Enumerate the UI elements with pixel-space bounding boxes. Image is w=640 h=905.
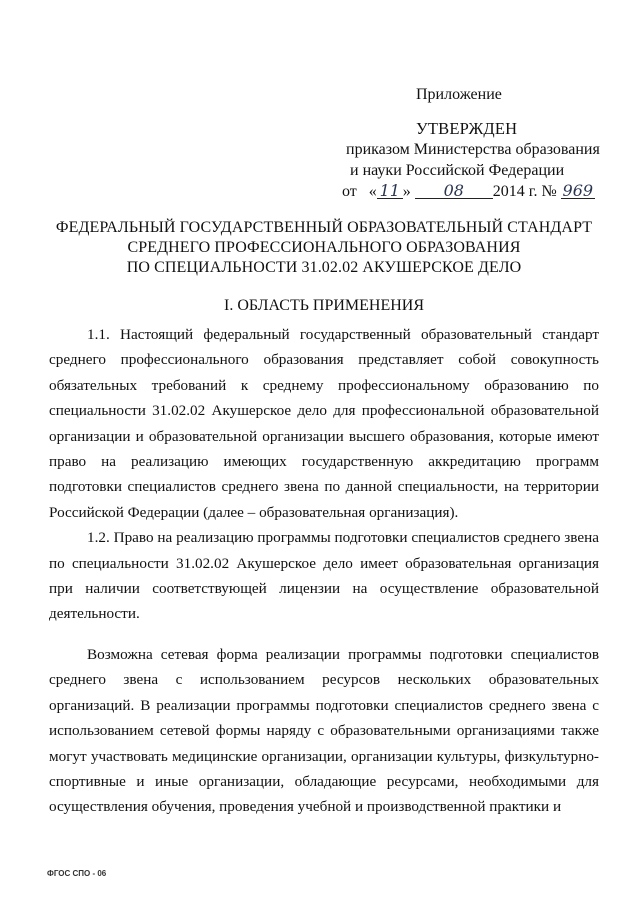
approved-label: УТВЕРЖДЕН [416, 119, 518, 138]
order-day: 11 [377, 183, 403, 199]
order-month: 08 [415, 183, 493, 199]
order-line-2: и науки Российской Федерации [350, 162, 565, 179]
paragraph-1-2: 1.2. Право на реализацию программы подготовки специалистов среднего звена по специальности 31.02.02 Акушерское дело имеет образовательная организация при наличии соответствующей лицензии на осуществление образовательной деятельности. [49, 529, 599, 623]
appendix-label: Приложение [416, 86, 502, 103]
order-line-1: приказом Министерства образования [346, 141, 600, 158]
paragraph-network-form: Возможна сетевая форма реализации программы подготовки специалистов среднего звена с использованием ресурсов нескольких образовательных организаций. В реализации программы подготовки специалистов среднего звена с использованием сетевой формы наряду с образовательными организациями также могут участвовать медицинские организации, организации культуры, физкультурно-спортивные и иные организации, обладающие ресурсами, необходимыми для осуществления обучения, проведения учебной и производственной практики и [49, 645, 599, 816]
quote-open: « [368, 183, 377, 200]
standard-title [40, 218, 608, 278]
approval-block [342, 118, 622, 202]
body-text [49, 322, 599, 820]
date-prefix: от [342, 183, 357, 200]
standard-title-line-2: СРЕДНЕГО ПРОФЕССИОНАЛЬНОГО ОБРАЗОВАНИЯ [127, 239, 521, 256]
standard-title-line-1: ФЕДЕРАЛЬНЫЙ ГОСУДАРСТВЕННЫЙ ОБРАЗОВАТЕЛЬНЫЙ СТАНДАРТ [55, 219, 593, 236]
quote-close: » [402, 183, 411, 200]
order-year-text: 2014 г. № [492, 183, 557, 200]
footer-code: ФГОС СПО - 06 [47, 869, 107, 878]
standard-title-line-3: ПО СПЕЦИАЛЬНОСТИ 31.02.02 АКУШЕРСКОЕ ДЕЛО [126, 259, 522, 276]
order-number: 969 [562, 181, 594, 200]
section-heading: I. ОБЛАСТЬ ПРИМЕНЕНИЯ [223, 297, 425, 314]
order-date-line [342, 181, 622, 202]
paragraph-1-1: 1.1. Настоящий федеральный государственный образовательный стандарт среднего профессионального образования представляет собой совокупность обязательных требований к среднему профессиональному образованию по специальности 31.02.02 Акушерское дело для профессиональной образовательной организации и образовательной организации высшего образования, которые имеют право на реализацию имеющих государственную аккредитацию программ подготовки специалистов среднего звена по данной специальности, на территории Российской Федерации (далее – образовательная организация). [49, 326, 599, 521]
